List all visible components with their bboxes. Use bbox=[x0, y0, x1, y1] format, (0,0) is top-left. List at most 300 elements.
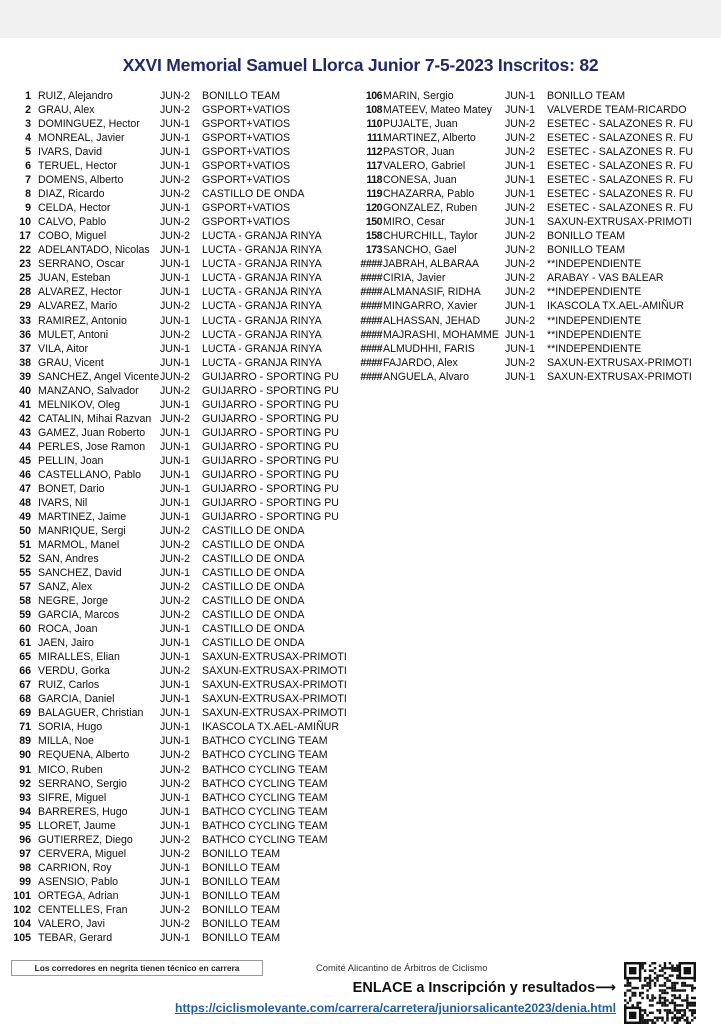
rider-team: CASTILLO DE ONDA bbox=[202, 539, 305, 551]
rider-name: MELNIKOV, Oleg bbox=[38, 398, 121, 411]
rider-category: JUN-2 bbox=[505, 258, 536, 271]
rider-team: CASTILLO DE ONDA bbox=[202, 581, 305, 594]
rider-number: 51 bbox=[19, 539, 31, 551]
rider-number: 42 bbox=[19, 412, 31, 425]
rider-name: CALVO, Pablo bbox=[38, 216, 107, 229]
rider-category: JUN-2 bbox=[160, 665, 191, 678]
rider-category: JUN-1 bbox=[160, 398, 191, 411]
rider-category: JUN-2 bbox=[160, 833, 191, 846]
rider-category: JUN-1 bbox=[160, 314, 191, 327]
rider-number: 110 bbox=[366, 118, 382, 131]
rider-name: CHURCHILL, Taylor bbox=[383, 230, 478, 243]
rider-row bbox=[355, 215, 721, 229]
rider-row bbox=[0, 257, 350, 271]
rider-row bbox=[0, 356, 350, 370]
rider-team: LUCTA - GRANJA RINYA bbox=[202, 328, 322, 341]
rider-number: 71 bbox=[19, 721, 31, 734]
rider-number: #### bbox=[360, 272, 382, 285]
rider-category: JUN-1 bbox=[160, 510, 191, 523]
rider-number: 91 bbox=[19, 763, 31, 776]
rider-name: RAMIREZ, Antonio bbox=[38, 314, 127, 327]
rider-team: CASTILLO DE ONDA bbox=[202, 188, 305, 201]
rider-row bbox=[0, 285, 350, 299]
rider-team: BATHCO CYCLING TEAM bbox=[202, 791, 328, 804]
rider-category: JUN-2 bbox=[505, 202, 536, 215]
rider-row bbox=[0, 580, 350, 594]
rider-name: TERUEL, Hector bbox=[38, 160, 117, 173]
rider-team: BATHCO CYCLING TEAM bbox=[202, 749, 328, 762]
rider-team: CASTILLO DE ONDA bbox=[202, 553, 305, 566]
rider-number: 106 bbox=[365, 90, 382, 102]
rider-number: 52 bbox=[19, 553, 31, 566]
rider-name: MARIN, Sergio bbox=[383, 90, 454, 102]
rider-name: ASENSIO, Pablo bbox=[38, 875, 119, 888]
rider-number: 46 bbox=[19, 468, 31, 481]
rider-name: SAN, Andres bbox=[38, 553, 99, 566]
rider-category: JUN-2 bbox=[160, 539, 191, 551]
rider-category: JUN-2 bbox=[160, 104, 191, 117]
rider-row bbox=[355, 243, 721, 257]
rider-team: BONILLO TEAM bbox=[202, 903, 281, 916]
rider-team: IKASCOLA TX.AEL-AMIÑUR bbox=[202, 721, 339, 734]
page-title: XXVI Memorial Samuel Llorca Junior 7-5-2023 Inscritos: 82 bbox=[122, 55, 599, 75]
rider-team: CASTILLO DE ONDA bbox=[202, 567, 305, 580]
rider-row bbox=[0, 931, 350, 945]
rider-number: 173 bbox=[365, 244, 382, 257]
rider-row bbox=[0, 496, 350, 510]
rider-number: 47 bbox=[19, 482, 31, 495]
rider-number: 99 bbox=[19, 875, 31, 888]
rider-name: VALERO, Javi bbox=[38, 917, 105, 930]
rider-name: MILLA, Noe bbox=[38, 735, 94, 748]
rider-name: PELLIN, Joan bbox=[38, 454, 104, 467]
rider-number: 4 bbox=[25, 132, 31, 145]
rider-number: 58 bbox=[19, 595, 31, 608]
rider-number: 57 bbox=[19, 581, 31, 594]
rider-team: GUIJARRO - SPORTING PU bbox=[202, 440, 339, 453]
rider-name: MANRIQUE, Sergi bbox=[38, 524, 126, 537]
rider-team: **INDEPENDIENTE bbox=[547, 328, 642, 341]
rider-row bbox=[0, 454, 350, 468]
rider-category: JUN-2 bbox=[160, 412, 191, 425]
rider-team: CASTILLO DE ONDA bbox=[202, 609, 305, 622]
rider-category: JUN-2 bbox=[160, 595, 191, 608]
rider-category: JUN-1 bbox=[160, 679, 191, 692]
rider-number: 40 bbox=[19, 384, 31, 397]
rider-team: **INDEPENDIENTE bbox=[547, 258, 642, 271]
rider-category: JUN-1 bbox=[160, 931, 191, 944]
rider-category: JUN-2 bbox=[160, 90, 191, 102]
rider-number: 61 bbox=[19, 637, 31, 650]
rider-row bbox=[0, 201, 350, 215]
rider-row bbox=[355, 201, 721, 215]
rider-number: 37 bbox=[19, 342, 31, 355]
rider-number: 98 bbox=[19, 861, 31, 874]
rider-row bbox=[355, 187, 721, 201]
rider-name: CHAZARRA, Pablo bbox=[383, 188, 475, 201]
rider-team: GUIJARRO - SPORTING PU bbox=[202, 496, 339, 509]
rider-number: 65 bbox=[19, 651, 31, 664]
rider-number: #### bbox=[360, 342, 382, 355]
rider-row bbox=[0, 524, 350, 538]
rider-name: MINGARRO, Xavier bbox=[383, 300, 478, 313]
rider-row bbox=[0, 875, 350, 889]
rider-number: 50 bbox=[19, 524, 31, 537]
rider-row bbox=[355, 131, 721, 145]
rider-category: JUN-1 bbox=[160, 861, 191, 874]
rider-number: 94 bbox=[19, 805, 31, 818]
rider-category: JUN-1 bbox=[505, 104, 536, 117]
rider-category: JUN-1 bbox=[160, 735, 191, 748]
rider-row bbox=[355, 103, 721, 117]
rider-number: 39 bbox=[19, 370, 31, 383]
rider-team: GSPORT+VATIOS bbox=[202, 174, 291, 187]
rider-team: BATHCO CYCLING TEAM bbox=[202, 735, 328, 748]
rider-row bbox=[0, 903, 350, 917]
rider-number: #### bbox=[360, 356, 382, 369]
rider-category: JUN-1 bbox=[160, 118, 191, 131]
rider-row bbox=[0, 243, 350, 257]
rider-number: 55 bbox=[19, 567, 31, 580]
rider-row bbox=[0, 720, 350, 734]
rider-number: 7 bbox=[25, 174, 31, 187]
rider-row bbox=[0, 187, 350, 201]
rider-number: 22 bbox=[19, 244, 31, 257]
rider-row bbox=[0, 89, 350, 103]
rider-category: JUN-1 bbox=[505, 342, 536, 355]
rider-name: NEGRE, Jorge bbox=[38, 595, 109, 608]
rider-row bbox=[0, 889, 350, 903]
rider-number: 38 bbox=[19, 356, 31, 369]
rider-team: GSPORT+VATIOS bbox=[202, 216, 291, 229]
rider-category: JUN-1 bbox=[505, 370, 536, 383]
rider-number: 10 bbox=[19, 216, 31, 229]
rider-category: JUN-1 bbox=[160, 342, 191, 355]
rider-name: ALMUDHHI, FARIS bbox=[383, 342, 475, 355]
rider-team: **INDEPENDIENTE bbox=[547, 342, 642, 355]
rider-category: JUN-1 bbox=[160, 258, 191, 271]
rider-row bbox=[0, 622, 350, 636]
rider-name: PUJALTE, Juan bbox=[383, 118, 458, 131]
rider-row bbox=[0, 370, 350, 384]
rider-category: JUN-2 bbox=[505, 230, 536, 243]
rider-name: GUTIERREZ, Diego bbox=[38, 833, 133, 846]
rider-team: GUIJARRO - SPORTING PU bbox=[202, 370, 339, 383]
rider-row bbox=[355, 370, 721, 384]
rider-category: JUN-1 bbox=[160, 440, 191, 453]
rider-name: MAJRASHI, MOHAMME bbox=[383, 328, 499, 341]
rider-category: JUN-2 bbox=[160, 847, 191, 860]
rider-team: BONILLO TEAM bbox=[547, 244, 626, 257]
rider-category: JUN-2 bbox=[160, 524, 191, 537]
rider-category: JUN-2 bbox=[505, 244, 536, 257]
rider-category: JUN-2 bbox=[160, 188, 191, 201]
rider-name: SANZ, Alex bbox=[38, 581, 93, 594]
rider-team: LUCTA - GRANJA RINYA bbox=[202, 230, 322, 243]
rider-row bbox=[0, 861, 350, 875]
rider-number: 150 bbox=[365, 216, 382, 229]
rider-number: 158 bbox=[365, 230, 382, 243]
rider-name: ALHASSAN, JEHAD bbox=[383, 314, 481, 327]
rider-row bbox=[355, 229, 721, 243]
rider-number: 48 bbox=[19, 496, 31, 509]
rider-team: ESETEC - SALAZONES R. FU bbox=[547, 160, 693, 173]
rider-category: JUN-2 bbox=[160, 328, 191, 341]
rider-name: SIFRE, Miguel bbox=[38, 791, 107, 804]
rider-team: BATHCO CYCLING TEAM bbox=[202, 805, 328, 818]
rider-number: 3 bbox=[25, 118, 31, 131]
rider-row bbox=[355, 271, 721, 285]
rider-row bbox=[355, 299, 721, 313]
rider-row bbox=[0, 328, 350, 342]
rider-row bbox=[0, 117, 350, 131]
rider-row bbox=[0, 819, 350, 833]
rider-category: JUN-1 bbox=[160, 707, 191, 720]
rider-category: JUN-1 bbox=[505, 328, 536, 341]
qr-code-icon[interactable] bbox=[624, 962, 696, 1024]
results-link[interactable]: https://ciclismolevante.com/carrera/carretera/juniorsalicante2023/denia.html bbox=[175, 1001, 616, 1015]
rider-name: MONREAL, Javier bbox=[38, 132, 125, 145]
rider-number: 36 bbox=[19, 328, 31, 341]
rider-name: ALVAREZ, Hector bbox=[38, 286, 122, 299]
rider-row bbox=[0, 552, 350, 566]
rider-row bbox=[0, 159, 350, 173]
rider-number: 17 bbox=[19, 230, 31, 243]
rider-team: GUIJARRO - SPORTING PU bbox=[202, 482, 339, 495]
rider-row bbox=[355, 173, 721, 187]
rider-number: 60 bbox=[19, 623, 31, 636]
rider-team: LUCTA - GRANJA RINYA bbox=[202, 286, 322, 299]
rider-number: #### bbox=[360, 328, 382, 341]
rider-name: CONESA, Juan bbox=[383, 174, 457, 187]
rider-row bbox=[0, 777, 350, 791]
rider-team: SAXUN-EXTRUSAX-PRIMOTI bbox=[547, 356, 692, 369]
rider-row bbox=[0, 468, 350, 482]
rider-number: #### bbox=[360, 286, 382, 299]
rider-number: 69 bbox=[19, 707, 31, 720]
rider-team: SAXUN-EXTRUSAX-PRIMOTI bbox=[202, 651, 347, 664]
rider-category: JUN-2 bbox=[160, 370, 191, 383]
rider-name: SORIA, Hugo bbox=[38, 721, 103, 734]
rider-name: SANCHO, Gael bbox=[383, 244, 457, 257]
rider-name: GAMEZ, Juan Roberto bbox=[38, 426, 146, 439]
rider-row bbox=[0, 748, 350, 762]
rider-category: JUN-1 bbox=[160, 889, 191, 902]
rider-category: JUN-1 bbox=[160, 272, 191, 285]
rider-row bbox=[0, 734, 350, 748]
rider-team: VALVERDE TEAM-RICARDO bbox=[547, 104, 687, 117]
rider-row bbox=[0, 271, 350, 285]
rider-name: ROCA, Joan bbox=[38, 623, 98, 636]
rider-number: 43 bbox=[19, 426, 31, 439]
rider-team: ESETEC - SALAZONES R. FU bbox=[547, 118, 693, 131]
riders-list-right bbox=[355, 89, 721, 384]
rider-category: JUN-1 bbox=[160, 160, 191, 173]
rider-number: 117 bbox=[366, 160, 382, 173]
rider-row bbox=[0, 847, 350, 861]
rider-number: 120 bbox=[365, 202, 382, 215]
rider-name: MANZANO, Salvador bbox=[38, 384, 139, 397]
rider-name: LLORET, Jaume bbox=[38, 819, 116, 832]
rider-category: JUN-2 bbox=[160, 174, 191, 187]
rider-category: JUN-2 bbox=[160, 230, 191, 243]
rider-number: 33 bbox=[19, 314, 31, 327]
rider-category: JUN-1 bbox=[160, 426, 191, 439]
bold-riders-note: Los corredores en negrita tienen técnico en carrera bbox=[11, 960, 263, 976]
rider-name: CERVERA, Miguel bbox=[38, 847, 127, 860]
rider-team: SAXUN-EXTRUSAX-PRIMOTI bbox=[547, 370, 692, 383]
rider-row bbox=[0, 608, 350, 622]
rider-name: FAJARDO, Alex bbox=[383, 356, 458, 369]
rider-number: 59 bbox=[19, 609, 31, 622]
rider-name: DOMENS, Alberto bbox=[38, 174, 124, 187]
rider-team: GSPORT+VATIOS bbox=[202, 132, 291, 145]
rider-name: IVARS, David bbox=[38, 146, 102, 159]
rider-category: JUN-1 bbox=[160, 819, 191, 832]
rider-name: PERLES, Jose Ramon bbox=[38, 440, 146, 453]
rider-row bbox=[355, 314, 721, 328]
rider-team: LUCTA - GRANJA RINYA bbox=[202, 258, 322, 271]
rider-number: 45 bbox=[19, 454, 31, 467]
riders-list-left bbox=[0, 89, 350, 945]
rider-team: BONILLO TEAM bbox=[202, 889, 281, 902]
rider-row bbox=[355, 356, 721, 370]
rider-number: 97 bbox=[19, 847, 31, 860]
rider-number: 44 bbox=[19, 440, 31, 453]
rider-row bbox=[355, 328, 721, 342]
rider-name: BARRERES, Hugo bbox=[38, 805, 128, 818]
rider-team: BONILLO TEAM bbox=[202, 931, 281, 944]
rider-team: **INDEPENDIENTE bbox=[547, 314, 642, 327]
rider-category: JUN-2 bbox=[160, 553, 191, 566]
rider-team: BATHCO CYCLING TEAM bbox=[202, 763, 328, 776]
rider-row bbox=[355, 159, 721, 173]
rider-number: 1 bbox=[25, 90, 31, 102]
rider-row bbox=[0, 412, 350, 426]
rider-name: SERRANO, Oscar bbox=[38, 258, 125, 271]
rider-row bbox=[0, 650, 350, 664]
rider-name: BALAGUER, Christian bbox=[38, 707, 144, 720]
rider-team: LUCTA - GRANJA RINYA bbox=[202, 272, 322, 285]
rider-category: JUN-2 bbox=[160, 609, 191, 622]
rider-number: 41 bbox=[19, 398, 31, 411]
rider-team: GSPORT+VATIOS bbox=[202, 104, 291, 117]
rider-team: IKASCOLA TX.AEL-AMIÑUR bbox=[547, 300, 684, 313]
rider-team: BONILLO TEAM bbox=[202, 861, 281, 874]
rider-number: 29 bbox=[19, 300, 31, 313]
rider-name: ANGUELA, Alvaro bbox=[383, 370, 469, 383]
rider-team: BATHCO CYCLING TEAM bbox=[202, 833, 328, 846]
rider-category: JUN-1 bbox=[160, 286, 191, 299]
rider-row bbox=[0, 145, 350, 159]
rider-category: JUN-2 bbox=[505, 272, 536, 285]
rider-number: 102 bbox=[13, 903, 31, 916]
rider-category: JUN-2 bbox=[505, 146, 536, 159]
rider-team: GSPORT+VATIOS bbox=[202, 202, 291, 215]
rider-number: 5 bbox=[25, 146, 31, 159]
rider-number: 67 bbox=[19, 679, 31, 692]
rider-name: GONZALEZ, Ruben bbox=[383, 202, 478, 215]
rider-name: GARCIA, Daniel bbox=[38, 693, 115, 706]
rider-row bbox=[0, 215, 350, 229]
rider-team: GSPORT+VATIOS bbox=[202, 118, 291, 131]
rider-team: LUCTA - GRANJA RINYA bbox=[202, 244, 322, 257]
rider-category: JUN-2 bbox=[160, 763, 191, 776]
rider-name: GRAU, Vicent bbox=[38, 356, 104, 369]
rider-name: JAEN, Jairo bbox=[38, 637, 94, 650]
rider-team: BONILLO TEAM bbox=[547, 90, 626, 102]
rider-category: JUN-2 bbox=[505, 132, 536, 145]
rider-name: GARCIA, Marcos bbox=[38, 609, 120, 622]
rider-team: ESETEC - SALAZONES R. FU bbox=[547, 174, 693, 187]
rider-category: JUN-2 bbox=[160, 300, 191, 313]
rider-name: PASTOR, Juan bbox=[383, 146, 455, 159]
rider-row bbox=[355, 145, 721, 159]
rider-category: JUN-2 bbox=[160, 917, 191, 930]
rider-row bbox=[0, 763, 350, 777]
rider-team: LUCTA - GRANJA RINYA bbox=[202, 342, 322, 355]
rider-team: BATHCO CYCLING TEAM bbox=[202, 819, 328, 832]
rider-team: BONILLO TEAM bbox=[202, 917, 281, 930]
rider-category: JUN-1 bbox=[160, 202, 191, 215]
rider-number: 90 bbox=[19, 749, 31, 762]
rider-category: JUN-1 bbox=[505, 174, 536, 187]
rider-row bbox=[0, 678, 350, 692]
rider-row bbox=[0, 384, 350, 398]
rider-category: JUN-1 bbox=[505, 188, 536, 201]
rider-team: SAXUN-EXTRUSAX-PRIMOTI bbox=[202, 679, 347, 692]
rider-category: JUN-1 bbox=[160, 146, 191, 159]
rider-name: RUIZ, Carlos bbox=[38, 679, 100, 692]
rider-name: CASTELLANO, Pablo bbox=[38, 468, 142, 481]
rider-name: MULET, Antoni bbox=[38, 328, 109, 341]
rider-row bbox=[0, 229, 350, 243]
rider-name: IVARS, Nil bbox=[38, 496, 88, 509]
rider-number: #### bbox=[360, 258, 382, 271]
rider-number: 93 bbox=[19, 791, 31, 804]
rider-team: CASTILLO DE ONDA bbox=[202, 637, 305, 650]
rider-number: 9 bbox=[25, 202, 31, 215]
rider-team: SAXUN-EXTRUSAX-PRIMOTI bbox=[202, 665, 347, 678]
rider-team: GUIJARRO - SPORTING PU bbox=[202, 468, 339, 481]
rider-category: JUN-1 bbox=[505, 216, 536, 229]
rider-number: #### bbox=[360, 314, 382, 327]
rider-number: 96 bbox=[19, 833, 31, 846]
rider-number: #### bbox=[360, 370, 382, 383]
rider-number: 6 bbox=[25, 160, 31, 173]
rider-number: 25 bbox=[19, 272, 31, 285]
rider-category: JUN-1 bbox=[160, 805, 191, 818]
rider-row bbox=[355, 342, 721, 356]
rider-category: JUN-1 bbox=[160, 791, 191, 804]
rider-number: 104 bbox=[13, 917, 31, 930]
rider-row bbox=[355, 257, 721, 271]
rider-number: 92 bbox=[19, 777, 31, 790]
rider-category: JUN-1 bbox=[160, 567, 191, 580]
rider-category: JUN-1 bbox=[160, 454, 191, 467]
rider-team: GUIJARRO - SPORTING PU bbox=[202, 454, 339, 467]
rider-team: ESETEC - SALAZONES R. FU bbox=[547, 188, 693, 201]
rider-team: GUIJARRO - SPORTING PU bbox=[202, 384, 339, 397]
rider-team: BONILLO TEAM bbox=[202, 847, 281, 860]
rider-row bbox=[0, 636, 350, 650]
rider-team: **INDEPENDIENTE bbox=[547, 286, 642, 299]
rider-name: BONET, Dario bbox=[38, 482, 105, 495]
rider-category: JUN-2 bbox=[160, 216, 191, 229]
rider-name: RUIZ, Alejandro bbox=[38, 90, 113, 102]
rider-name: MARTINEZ, Jaime bbox=[38, 510, 127, 523]
rider-category: JUN-1 bbox=[160, 132, 191, 145]
